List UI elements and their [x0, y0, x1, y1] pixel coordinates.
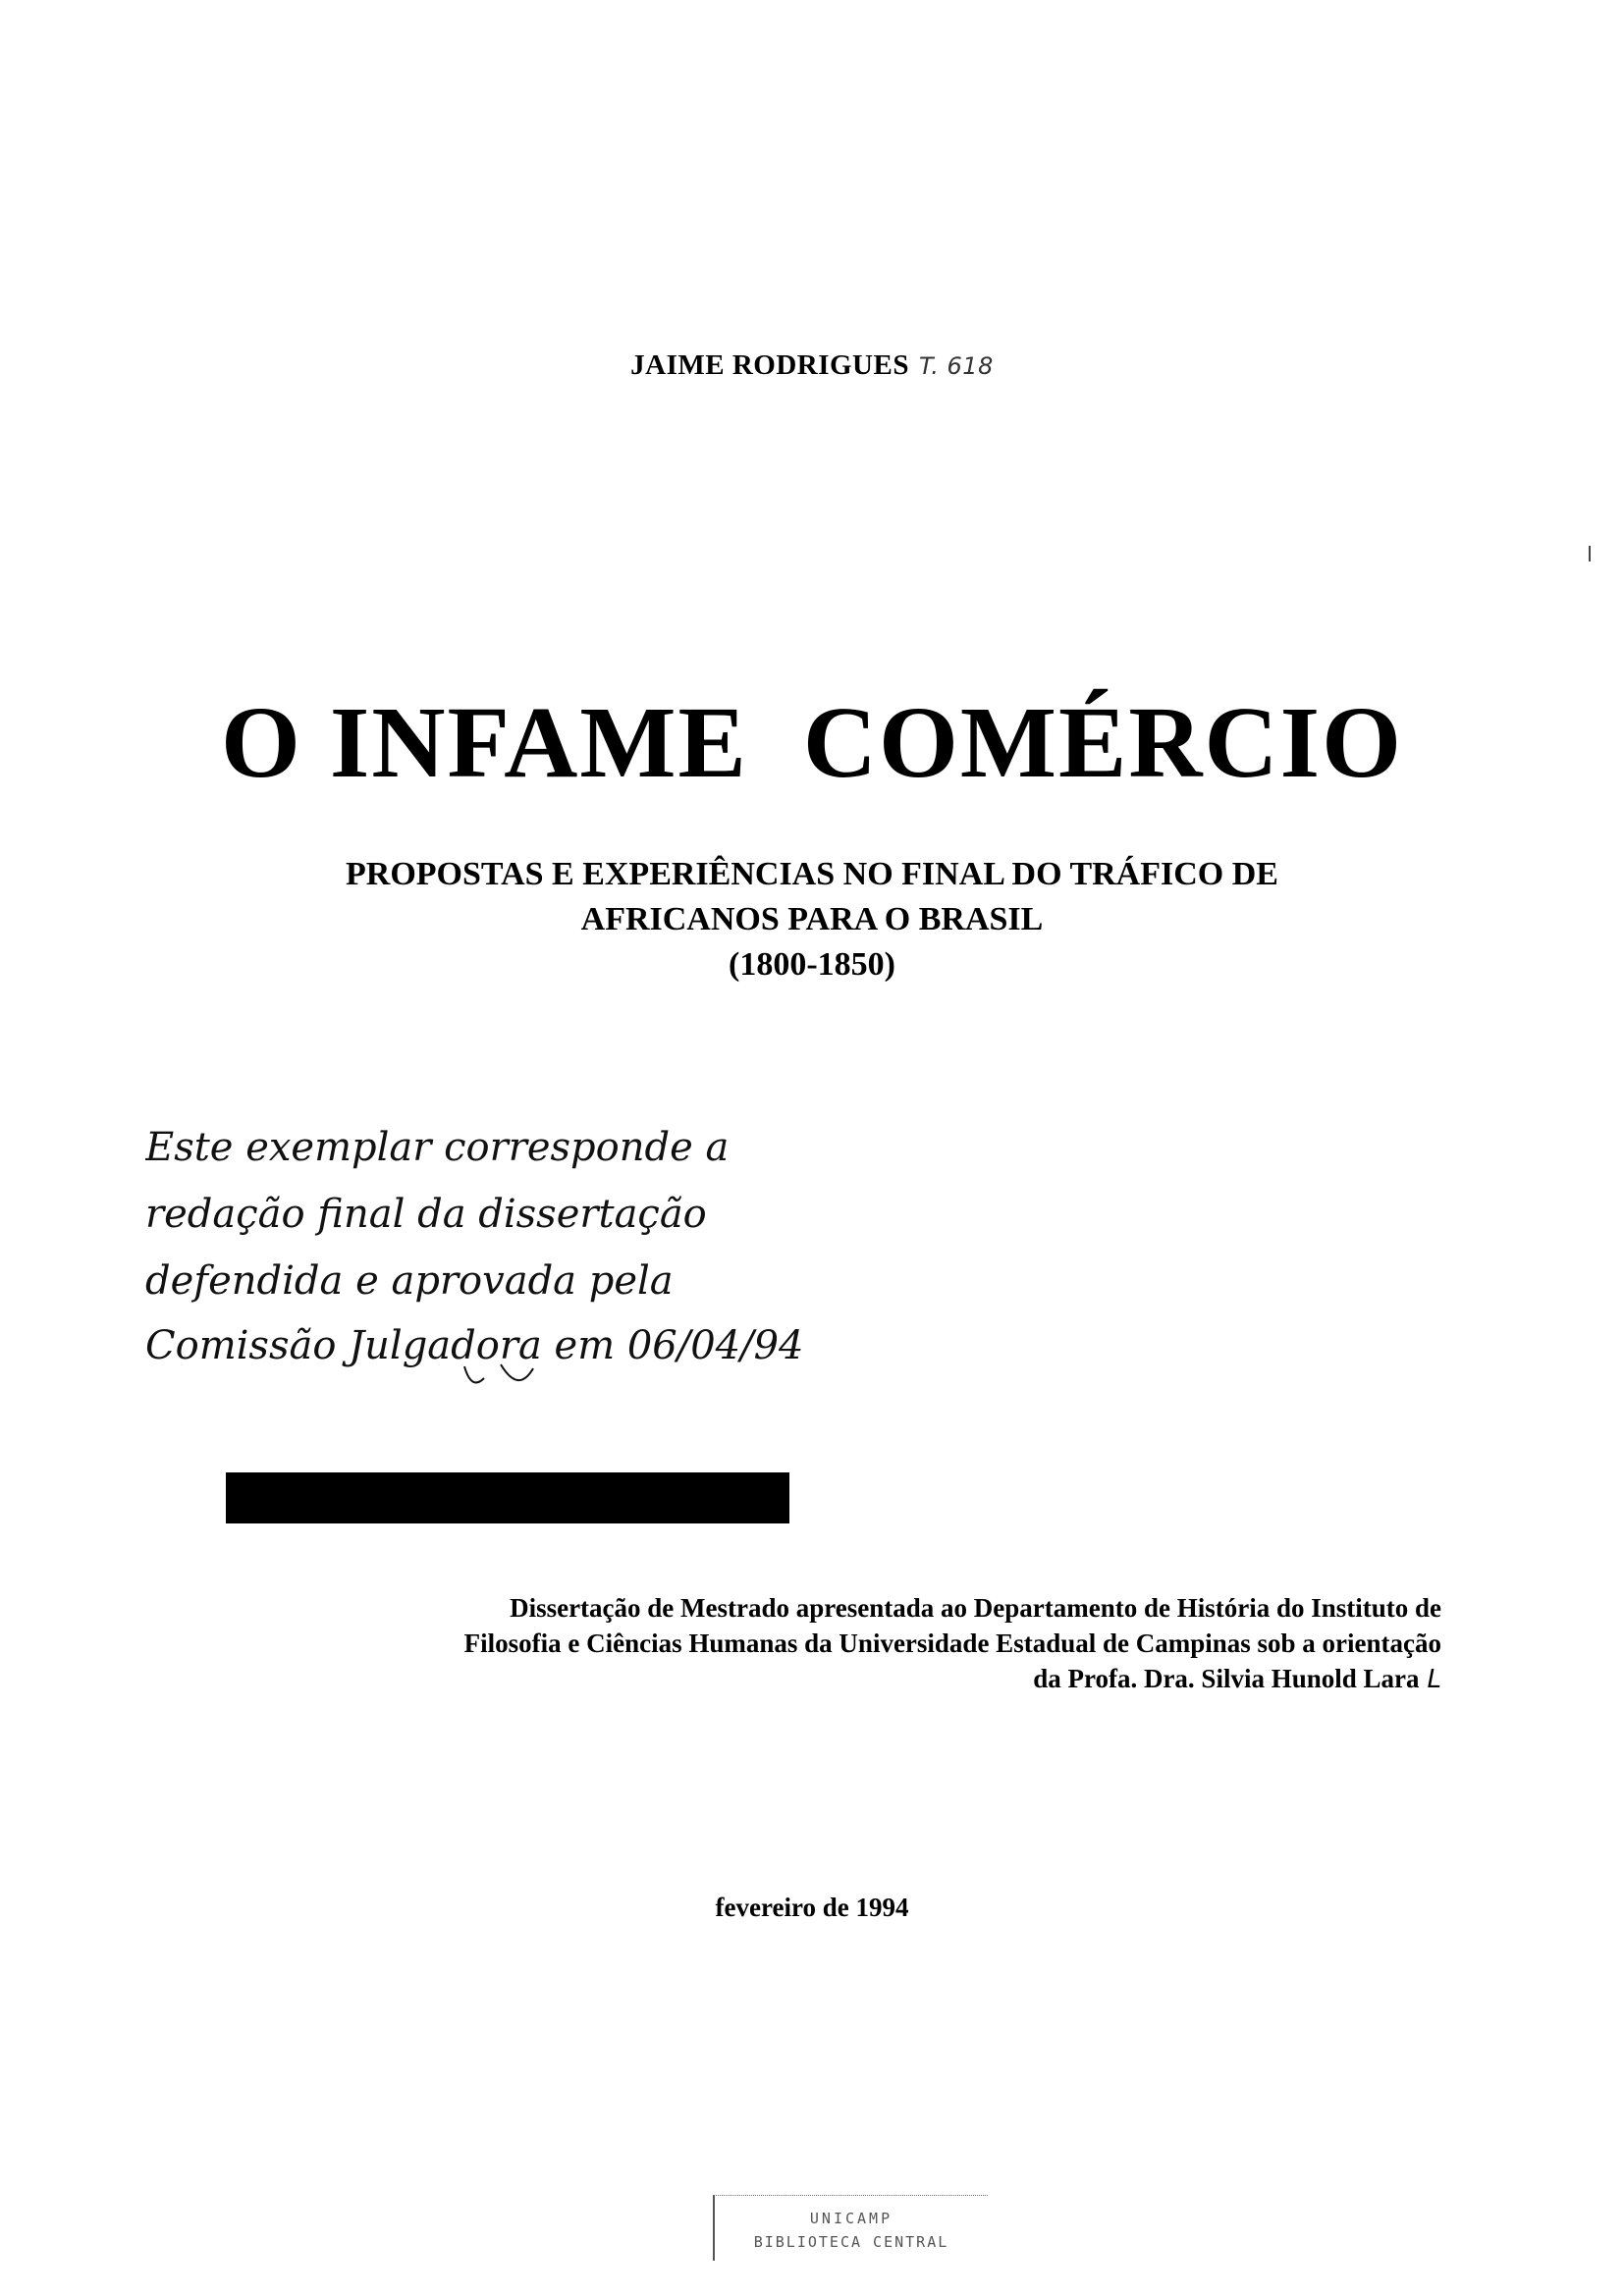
handwritten-note-svg	[145, 1121, 960, 1396]
margin-tick	[1589, 546, 1591, 561]
dissertation-line-1: Dissertação de Mestrado apresentada ao Departamento de História do Instituto de	[510, 1593, 1441, 1623]
author-name: JAIME RODRIGUES	[630, 349, 909, 381]
date-line: fevereiro de 1994	[715, 1893, 909, 1922]
subtitle-line-2: AFRICANOS PARA O BRASIL	[580, 901, 1044, 937]
stamp-line-2: BIBLIOTECA CENTRAL	[753, 2233, 949, 2251]
handwritten-note-line-2: redação final da dissertação	[145, 1192, 707, 1237]
subtitle	[0, 852, 1624, 988]
handwritten-note-line-4: Comissão Julgadora em 06/04/94	[145, 1323, 804, 1368]
handwritten-annotation: T. 618	[918, 352, 994, 380]
stamp-line-1: UNICAMP	[809, 2210, 893, 2227]
handwritten-note	[145, 1121, 960, 1396]
library-stamp	[713, 2195, 988, 2261]
dissertation-statement	[196, 1590, 1441, 1697]
handwritten-note-line-1: Este exemplar corresponde a	[145, 1125, 730, 1170]
advisor-line: da Profa. Dra. Silvia Hunold Lara	[1033, 1664, 1420, 1693]
dissertation-line-3	[196, 1661, 1441, 1697]
signature-flourish	[464, 1366, 484, 1382]
author-line	[0, 349, 1624, 382]
subtitle-line-3: (1800-1850)	[729, 946, 895, 983]
main-title: O INFAME COMÉRCIO	[220, 686, 1404, 799]
redaction-bar	[226, 1472, 789, 1523]
handwritten-note-line-3: defendida e aprovada pela	[145, 1258, 674, 1304]
advisor-handwritten-mark: L	[1427, 1665, 1441, 1694]
dissertation-line-2: Filosofia e Ciências Humanas da Universidade Estadual de Campinas sob a orientação	[463, 1629, 1441, 1658]
subtitle-line-1: PROPOSTAS E EXPERIÊNCIAS NO FINAL DO TRÁFICO DE	[346, 856, 1278, 892]
